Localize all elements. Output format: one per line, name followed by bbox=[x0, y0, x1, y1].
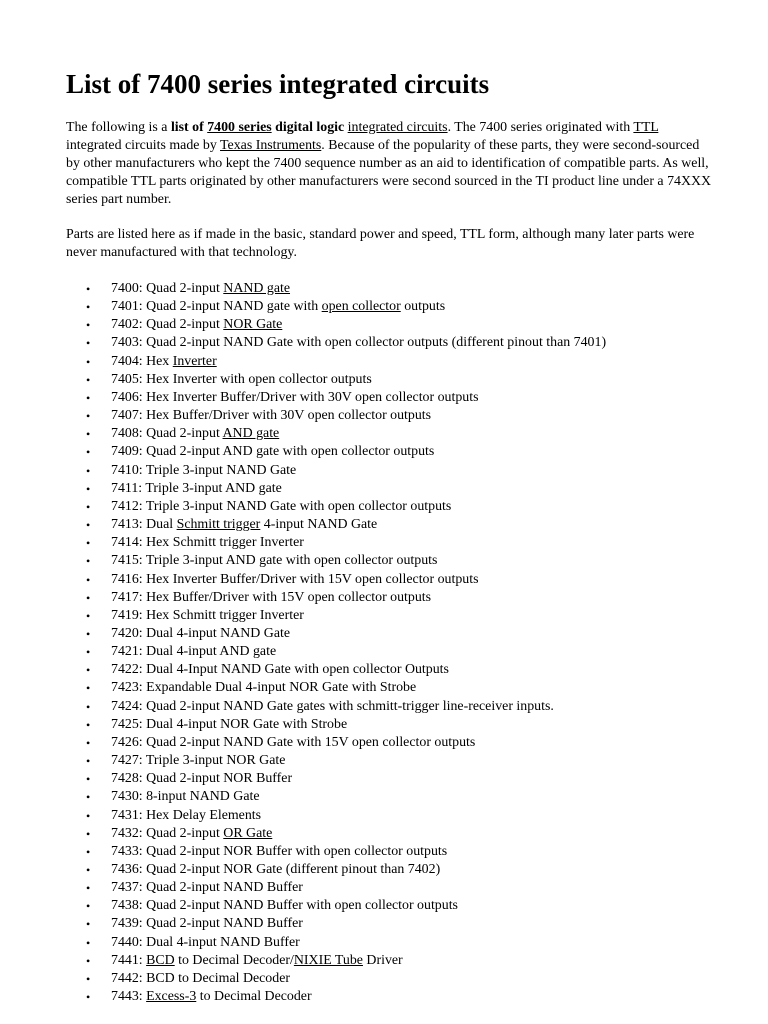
list-item bbox=[66, 407, 606, 425]
list-item bbox=[66, 879, 606, 897]
list-item bbox=[66, 698, 606, 716]
list-item-text: 7426: Quad 2-input NAND Gate with 15V open collector outputs bbox=[111, 734, 476, 750]
link-schmitt-trigger[interactable]: Schmitt trigger bbox=[176, 517, 261, 533]
bullet-icon: • bbox=[86, 735, 91, 750]
list-item-text: outputs bbox=[400, 299, 446, 315]
parts-note-paragraph: Parts are listed here as if made in the basic, standard power and speed, TTL form, although many later parts were never manufactured with that technology. bbox=[66, 227, 695, 261]
list-item bbox=[66, 952, 606, 970]
intro-text: The following is a bbox=[66, 120, 171, 135]
list-item bbox=[66, 915, 606, 933]
list-item bbox=[66, 679, 606, 697]
list-item bbox=[66, 770, 606, 788]
list-item-text: 7423: Expandable Dual 4-input NOR Gate with Strobe bbox=[111, 680, 417, 696]
list-item-text: 7402: Quad 2-input bbox=[111, 317, 224, 333]
bullet-icon: • bbox=[86, 971, 91, 986]
bullet-icon: • bbox=[86, 518, 91, 533]
list-item-text: 7422: Dual 4-Input NAND Gate with open collector Outputs bbox=[111, 662, 449, 678]
list-item-text: 7425: Dual 4-input NOR Gate with Strobe bbox=[111, 716, 348, 732]
link-inverter[interactable]: Inverter bbox=[172, 353, 217, 369]
bullet-icon: • bbox=[86, 681, 91, 696]
bullet-icon: • bbox=[86, 608, 91, 623]
list-item bbox=[66, 934, 606, 952]
bullet-icon: • bbox=[86, 572, 91, 587]
list-item-text: 7407: Hex Buffer/Driver with 30V open collector outputs bbox=[111, 408, 432, 424]
list-item-text: 7430: 8-input NAND Gate bbox=[111, 789, 260, 805]
list-item bbox=[66, 661, 606, 679]
list-item-text: 7440: Dual 4-input NAND Buffer bbox=[111, 934, 300, 950]
bullet-icon: • bbox=[86, 626, 91, 641]
list-item bbox=[66, 389, 606, 407]
bullet-icon: • bbox=[86, 699, 91, 714]
list-item-text: 7410: Triple 3-input NAND Gate bbox=[111, 462, 297, 478]
list-item bbox=[66, 716, 606, 734]
bullet-icon: • bbox=[86, 663, 91, 678]
list-item bbox=[66, 353, 606, 371]
bullet-icon: • bbox=[86, 390, 91, 405]
list-item bbox=[66, 498, 606, 516]
bullet-icon: • bbox=[86, 536, 91, 551]
page-title: List of 7400 series integrated circuits bbox=[66, 69, 490, 99]
bullet-icon: • bbox=[86, 863, 91, 877]
list-item bbox=[66, 571, 606, 589]
list-item bbox=[66, 970, 606, 988]
list-item-text: 7439: Quad 2-input NAND Buffer bbox=[111, 916, 303, 932]
list-item bbox=[66, 825, 606, 843]
list-item-text: 7433: Quad 2-input NOR Buffer with open collector outputs bbox=[111, 843, 448, 859]
list-item-text: 7421: Dual 4-input AND gate bbox=[111, 644, 277, 660]
list-item-text: 7413: Dual bbox=[111, 517, 177, 533]
list-item-text: 7406: Hex Inverter Buffer/Driver with 30V open collector outputs bbox=[111, 389, 479, 405]
bullet-icon: • bbox=[86, 445, 91, 460]
bullet-icon: • bbox=[86, 354, 91, 369]
bullet-icon: • bbox=[86, 282, 91, 296]
list-item bbox=[66, 516, 606, 534]
list-item-text: 7404: Hex bbox=[111, 353, 173, 369]
intro-bold-text: list of 7400 series digital logic bbox=[170, 120, 348, 135]
bullet-icon: • bbox=[86, 590, 91, 605]
link-open-collector[interactable]: open collector bbox=[321, 299, 401, 315]
list-item-text: 7438: Quad 2-input NAND Buffer with open collector outputs bbox=[111, 898, 458, 914]
link-nixie-tube[interactable]: NIXIE Tube bbox=[293, 952, 363, 968]
link-and-gate[interactable]: AND gate bbox=[222, 426, 280, 442]
list-item-text: to Decimal Decoder bbox=[196, 989, 312, 1005]
list-item bbox=[66, 334, 606, 352]
list-item bbox=[66, 788, 606, 806]
list-item bbox=[66, 988, 606, 1006]
list-item-text: 7411: Triple 3-input AND gate bbox=[111, 480, 282, 496]
list-item-text: 7403: Quad 2-input NAND Gate with open collector outputs (different pinout than 7401) bbox=[111, 335, 607, 351]
link-bcd[interactable]: BCD bbox=[146, 952, 175, 968]
list-item bbox=[66, 625, 606, 643]
bullet-icon: • bbox=[86, 481, 91, 496]
list-item-text: 7428: Quad 2-input NOR Buffer bbox=[111, 771, 293, 787]
list-item-text: 7401: Quad 2-input NAND gate with bbox=[111, 299, 322, 315]
bullet-icon: • bbox=[86, 499, 91, 514]
list-item-text: 7405: Hex Inverter with open collector outputs bbox=[111, 371, 372, 387]
parts-list bbox=[66, 280, 606, 1006]
list-item bbox=[66, 589, 606, 607]
bullet-icon: • bbox=[86, 318, 91, 333]
list-item-text: 7416: Hex Inverter Buffer/Driver with 15V open collector outputs bbox=[111, 571, 479, 587]
list-item-text: 7432: Quad 2-input bbox=[111, 825, 224, 841]
intro-text: . The 7400 series originated with bbox=[447, 120, 634, 135]
list-item-text: 7409: Quad 2-input AND gate with open collector outputs bbox=[111, 444, 435, 460]
bullet-icon: • bbox=[86, 990, 91, 1005]
bullet-icon: • bbox=[86, 717, 91, 732]
list-item-text: 7414: Hex Schmitt trigger Inverter bbox=[111, 535, 304, 551]
bullet-icon: • bbox=[86, 826, 91, 841]
list-item bbox=[66, 425, 606, 443]
link-or-gate[interactable]: OR Gate bbox=[223, 825, 273, 841]
list-item bbox=[66, 607, 606, 625]
bullet-icon: • bbox=[86, 899, 91, 914]
intro-paragraph bbox=[66, 119, 716, 209]
link-nor-gate[interactable]: NOR Gate bbox=[223, 317, 283, 333]
list-item bbox=[66, 316, 606, 334]
bullet-icon: • bbox=[86, 427, 91, 442]
list-item bbox=[66, 462, 606, 480]
bullet-icon: • bbox=[86, 300, 91, 315]
list-item-text: 7431: Hex Delay Elements bbox=[111, 807, 262, 823]
link-ttl[interactable]: TTL bbox=[633, 120, 659, 135]
list-item bbox=[66, 734, 606, 752]
list-item-text: 7419: Hex Schmitt trigger Inverter bbox=[111, 607, 304, 623]
list-item-text: 7417: Hex Buffer/Driver with 15V open collector outputs bbox=[111, 589, 432, 605]
bullet-icon: • bbox=[86, 645, 91, 660]
link-excess-3[interactable]: Excess-3 bbox=[146, 989, 197, 1005]
list-item bbox=[66, 752, 606, 770]
bullet-icon: • bbox=[86, 463, 91, 478]
bullet-icon: • bbox=[86, 790, 91, 805]
list-item-text: 7443: bbox=[111, 989, 147, 1005]
list-item-text: Driver bbox=[362, 952, 403, 968]
bullet-icon: • bbox=[86, 754, 91, 769]
list-item bbox=[66, 534, 606, 552]
list-item-text: 7412: Triple 3-input NAND Gate with open collector outputs bbox=[111, 498, 452, 514]
list-item bbox=[66, 807, 606, 825]
link-7400-series[interactable]: 7400 series bbox=[207, 120, 272, 135]
bullet-icon: • bbox=[86, 935, 91, 950]
list-item bbox=[66, 643, 606, 661]
list-item-text: 7436: Quad 2-input NOR Gate (different pinout than 7402) bbox=[111, 862, 441, 877]
list-item-text: 7441: bbox=[111, 952, 147, 968]
bullet-icon: • bbox=[86, 953, 91, 968]
bullet-icon: • bbox=[86, 917, 91, 932]
bullet-icon: • bbox=[86, 409, 91, 424]
list-item-text: 4-input NAND Gate bbox=[260, 517, 378, 533]
list-item-text: 7427: Triple 3-input NOR Gate bbox=[111, 753, 286, 769]
list-item-text: 7408: Quad 2-input bbox=[111, 426, 223, 442]
list-item bbox=[66, 897, 606, 915]
intro-text: integrated circuits made by bbox=[66, 138, 221, 154]
intro-text: . Because of the popularity of these parts, they were second-sourced by other manufacturers who kept the 7400 sequence number as an aid to identification of compatible parts. As well, compatible TTL parts originated by other manufacturers were second sourced in the TI product line under a 74XXX series part number. bbox=[66, 138, 712, 208]
bullet-icon: • bbox=[86, 554, 91, 569]
list-item-text: 7400: Quad 2-input bbox=[111, 281, 224, 296]
bullet-icon: • bbox=[86, 336, 91, 351]
list-item bbox=[66, 371, 606, 389]
list-item bbox=[66, 298, 606, 316]
link-integrated-circuits[interactable]: integrated circuits bbox=[347, 120, 448, 135]
list-item bbox=[66, 843, 606, 861]
list-item-text: 7420: Dual 4-input NAND Gate bbox=[111, 625, 291, 641]
list-item bbox=[66, 443, 606, 461]
list-item-text: 7424: Quad 2-input NAND Gate gates with schmitt-trigger line-receiver inputs. bbox=[111, 698, 554, 714]
link-texas-instruments[interactable]: Texas Instruments bbox=[220, 138, 322, 154]
list-item bbox=[66, 552, 606, 570]
list-item-text: 7415: Triple 3-input AND gate with open collector outputs bbox=[111, 553, 438, 569]
bullet-icon: • bbox=[86, 808, 91, 823]
bullet-icon: • bbox=[86, 772, 91, 787]
list-item bbox=[66, 480, 606, 498]
bullet-icon: • bbox=[86, 881, 91, 896]
list-item-text: to Decimal Decoder/ bbox=[174, 952, 294, 968]
list-item bbox=[66, 280, 606, 298]
link-nand-gate[interactable]: NAND gate bbox=[223, 281, 291, 296]
list-item-text: 7442: BCD to Decimal Decoder bbox=[111, 970, 290, 986]
list-item bbox=[66, 861, 606, 879]
bullet-icon: • bbox=[86, 372, 91, 387]
list-item-text: 7437: Quad 2-input NAND Buffer bbox=[111, 880, 303, 896]
bullet-icon: • bbox=[86, 844, 91, 859]
